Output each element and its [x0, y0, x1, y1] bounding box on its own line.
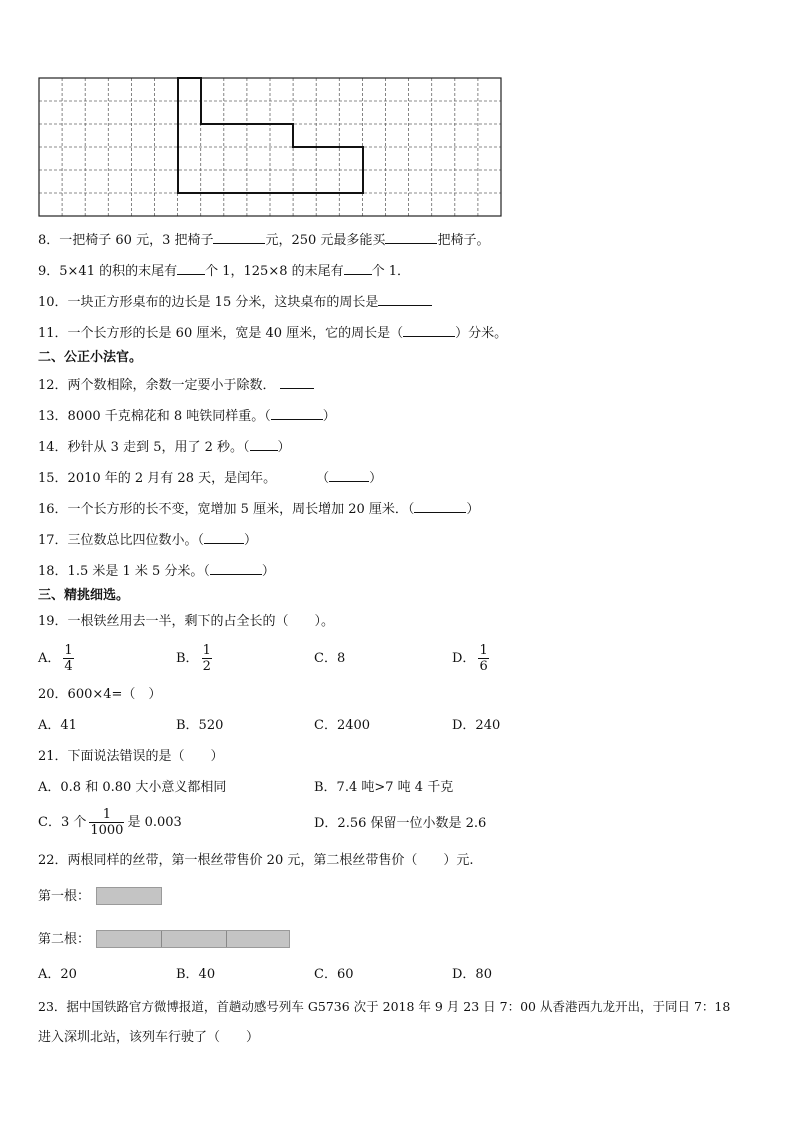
grid-lines: [39, 78, 501, 216]
ribbon-1-label: 第一根：: [38, 889, 91, 904]
q13-blank[interactable]: [271, 407, 323, 420]
question-23-line-2: 进入深圳北站，该列车行驶了（ ）: [38, 1030, 260, 1045]
question-23-line-1: 23．据中国铁路官方微博报道，首趟动感号列车 G5736 次于 2018 年 9 月 23 日 7：00 从香港西九龙开出，于同日 7：18: [38, 999, 731, 1014]
ribbon-2-label: 第二根：: [38, 932, 91, 947]
q16-blank[interactable]: [414, 500, 466, 513]
q9-blank-2[interactable]: [344, 262, 372, 275]
q11-blank[interactable]: [403, 324, 455, 337]
q13-text-a: 13．8000 千克棉花和 8 吨铁同样重。（: [38, 409, 271, 424]
q21-option-c[interactable]: [38, 804, 182, 842]
question-9: [38, 262, 410, 280]
q19-option-b[interactable]: [176, 640, 215, 678]
question-11: [38, 324, 507, 342]
q9-text-c: 个 1．: [371, 264, 411, 279]
q19-option-a[interactable]: [38, 640, 77, 678]
q21-option-d[interactable]: D．2.56 保留一位小数是 2.6: [314, 816, 487, 831]
section-2-heading: 二、公正小法官。: [38, 350, 143, 365]
q18-blank[interactable]: [210, 562, 262, 575]
question-16: [38, 500, 479, 518]
section-3-heading: 三、精挑细选。: [38, 588, 130, 603]
q21-option-a[interactable]: A．0.8 和 0.80 大小意义都相同: [38, 780, 227, 795]
q12-blank[interactable]: [280, 376, 314, 389]
q20-option-b[interactable]: B．520: [176, 718, 224, 733]
q8-blank-1[interactable]: [213, 231, 265, 244]
q19-option-c[interactable]: C．8: [314, 651, 346, 666]
ribbon-segment-divider: [161, 931, 162, 947]
question-13: [38, 407, 336, 425]
question-12: [38, 376, 314, 394]
question-22-stem: 22．两根同样的丝带，第一根丝带售价 20 元，第二根丝带售价（ ）元.: [38, 853, 474, 868]
q17-text-a: 17．三位数总比四位数小。（: [38, 533, 205, 548]
q16-text-b: ）: [466, 502, 480, 517]
q18-text-a: 18．1.5 米是 1 米 5 分米。（: [38, 564, 210, 579]
fraction: $\frac{1}{6}$: [479, 643, 488, 674]
q14-blank[interactable]: [250, 438, 278, 451]
q8-text-c: 把椅子。: [437, 233, 490, 248]
q20-option-d[interactable]: D．240: [452, 718, 501, 733]
q22-option-a[interactable]: A．20: [38, 967, 77, 982]
q14-text-b: ）: [277, 440, 291, 455]
fraction: $\frac{1}{1000}$: [90, 807, 124, 838]
q9-text-b: 个 1，125×8 的末尾有: [205, 264, 344, 279]
ribbon-2-bar: [96, 930, 290, 948]
q10-blank[interactable]: [378, 293, 432, 306]
question-20-stem: 20．600×4=（ ）: [38, 687, 162, 702]
ribbon-1-bar: [96, 887, 162, 905]
grid-figure: [38, 77, 504, 219]
question-17: [38, 531, 257, 549]
q14-text-a: 14．秒针从 3 走到 5，用了 2 秒。（: [38, 440, 250, 455]
q15-paren-open: （: [316, 471, 330, 486]
question-18: [38, 562, 275, 580]
l-shape-outline: [178, 78, 363, 193]
q8-text-a: 8．一把椅子 60 元，3 把椅子: [38, 233, 214, 248]
q15-text-a: 15．2010 年的 2 月有 28 天，是闰年。: [38, 471, 277, 486]
ribbon-segment-divider: [226, 931, 227, 947]
q9-text-a: 9．5×41 的积的末尾有: [38, 264, 178, 279]
q21-option-c-prefix: C．3 个: [38, 815, 87, 830]
question-8: [38, 231, 489, 249]
q19-option-b-label: B．: [176, 651, 199, 666]
q22-option-c[interactable]: C．60: [314, 967, 354, 982]
q21-option-c-suffix: 是 0.003: [127, 815, 182, 830]
q11-text-a: 11．一个长方形的长是 60 厘米，宽是 40 厘米，它的周长是（: [38, 326, 404, 341]
q17-text-b: ）: [244, 533, 258, 548]
q22-option-b[interactable]: B．40: [176, 967, 216, 982]
q8-text-b: 元，250 元最多能买: [265, 233, 386, 248]
q21-option-b[interactable]: B．7.4 吨>7 吨 4 千克: [314, 780, 454, 795]
question-14: [38, 438, 291, 456]
q8-blank-2[interactable]: [385, 231, 437, 244]
fraction: $\frac{1}{2}$: [202, 643, 211, 674]
q22-option-d[interactable]: D．80: [452, 967, 492, 982]
q19-option-d[interactable]: [452, 640, 492, 678]
q20-option-a[interactable]: A．41: [38, 718, 77, 733]
q19-option-a-label: A．: [38, 651, 61, 666]
q11-text-b: ）分米。: [455, 326, 508, 341]
q9-blank-1[interactable]: [177, 262, 205, 275]
q16-text-a: 16．一个长方形的长不变，宽增加 5 厘米，周长增加 20 厘米．（: [38, 502, 415, 517]
q17-blank[interactable]: [204, 531, 244, 544]
q18-text-b: ）: [261, 564, 275, 579]
q19-option-d-label: D．: [452, 651, 476, 666]
q12-text-a: 12．两个数相除，余数一定要小于除数．: [38, 378, 276, 393]
q13-text-b: ）: [322, 409, 336, 424]
fraction: $\frac{1}{4}$: [64, 643, 73, 674]
q10-text-a: 10．一块正方形桌布的边长是 15 分米，这块桌布的周长是: [38, 295, 379, 310]
q15-blank[interactable]: [329, 469, 369, 482]
question-10: [38, 293, 432, 311]
q15-paren-close: ）: [369, 471, 383, 486]
question-21-stem: 21．下面说法错误的是（ ）: [38, 749, 224, 764]
q20-option-c[interactable]: C．2400: [314, 718, 371, 733]
question-15: [38, 469, 382, 487]
question-19-stem: 19．一根铁丝用去一半，剩下的占全长的（ ）。: [38, 614, 335, 629]
